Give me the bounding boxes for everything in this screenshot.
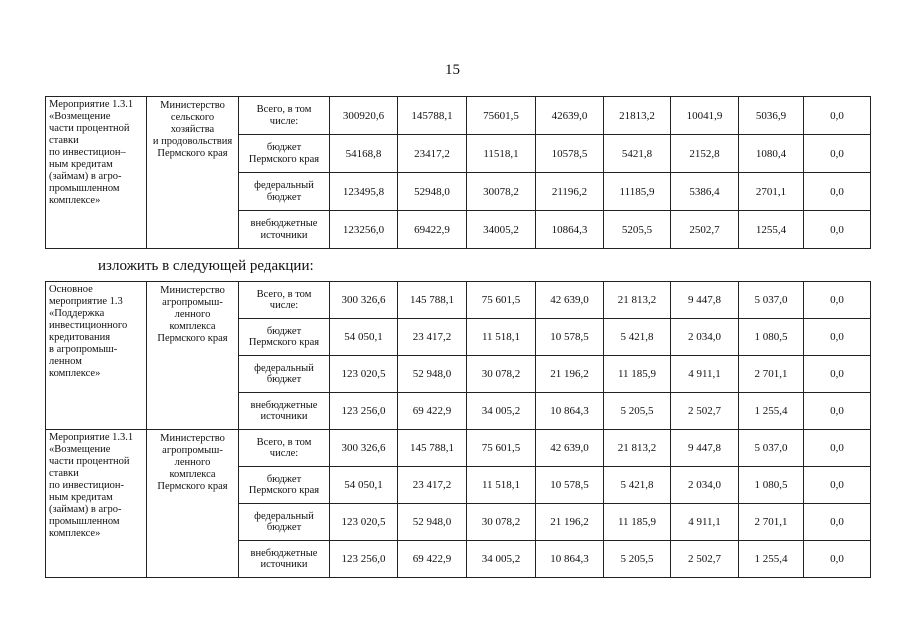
- value-cell: 2 502,7: [671, 393, 739, 430]
- funding-source-cell: внебюджетные источники: [239, 211, 330, 249]
- value-cell: 69 422,9: [398, 393, 467, 430]
- value-cell: 2 034,0: [671, 467, 739, 504]
- value-cell: 11518,1: [467, 135, 536, 173]
- funding-source-cell: Всего, в том числе:: [239, 430, 330, 467]
- value-cell: 145788,1: [398, 97, 467, 135]
- value-cell: 4 911,1: [671, 504, 739, 541]
- table-row: [46, 97, 871, 135]
- value-cell: 5 421,8: [604, 319, 671, 356]
- value-cell: 1 080,5: [739, 319, 804, 356]
- value-cell: 11 518,1: [467, 467, 536, 504]
- value-cell: 34 005,2: [467, 393, 536, 430]
- value-cell: 54 050,1: [330, 467, 398, 504]
- value-cell: 1 255,4: [739, 393, 804, 430]
- value-cell: 2502,7: [671, 211, 739, 249]
- value-cell: 75 601,5: [467, 430, 536, 467]
- value-cell: 0,0: [804, 541, 871, 578]
- value-cell: 1255,4: [739, 211, 804, 249]
- executor-cell: Министерство агропромыш- ленного комплекса Пермского края: [147, 430, 239, 578]
- value-cell: 21 196,2: [536, 504, 604, 541]
- funding-source-cell: Всего, в том числе:: [239, 97, 330, 135]
- value-cell: 5 205,5: [604, 541, 671, 578]
- value-cell: 75 601,5: [467, 282, 536, 319]
- funding-source-cell: бюджет Пермского края: [239, 319, 330, 356]
- value-cell: 11185,9: [604, 173, 671, 211]
- table-row: [46, 430, 871, 467]
- value-cell: 123256,0: [330, 211, 398, 249]
- activity-name-cell: Мероприятие 1.3.1 «Возмещение части процентной ставки по инвестицион– ным кредитам (займам) в агро- промышленном комплексе»: [46, 97, 147, 249]
- value-cell: 2 034,0: [671, 319, 739, 356]
- value-cell: 145 788,1: [398, 282, 467, 319]
- value-cell: 0,0: [804, 135, 871, 173]
- value-cell: 10578,5: [536, 135, 604, 173]
- funding-source-cell: внебюджетные источники: [239, 393, 330, 430]
- value-cell: 300920,6: [330, 97, 398, 135]
- value-cell: 0,0: [804, 319, 871, 356]
- activity-name-cell: Основное мероприятие 1.3 «Поддержка инвестиционного кредитования в агропромыш- ленном комплексе»: [46, 282, 147, 430]
- value-cell: 10 578,5: [536, 319, 604, 356]
- value-cell: 75601,5: [467, 97, 536, 135]
- value-cell: 69 422,9: [398, 541, 467, 578]
- value-cell: 10 864,3: [536, 393, 604, 430]
- value-cell: 0,0: [804, 467, 871, 504]
- value-cell: 1 080,5: [739, 467, 804, 504]
- value-cell: 1 255,4: [739, 541, 804, 578]
- value-cell: 5036,9: [739, 97, 804, 135]
- value-cell: 10 578,5: [536, 467, 604, 504]
- value-cell: 5 421,8: [604, 467, 671, 504]
- funding-source-cell: федеральный бюджет: [239, 173, 330, 211]
- value-cell: 42 639,0: [536, 430, 604, 467]
- value-cell: 54 050,1: [330, 319, 398, 356]
- value-cell: 5421,8: [604, 135, 671, 173]
- value-cell: 123 256,0: [330, 393, 398, 430]
- value-cell: 2 701,1: [739, 356, 804, 393]
- value-cell: 10 864,3: [536, 541, 604, 578]
- value-cell: 11 185,9: [604, 356, 671, 393]
- value-cell: 5 037,0: [739, 282, 804, 319]
- value-cell: 123 256,0: [330, 541, 398, 578]
- value-cell: 1080,4: [739, 135, 804, 173]
- value-cell: 54168,8: [330, 135, 398, 173]
- value-cell: 2 701,1: [739, 504, 804, 541]
- value-cell: 52 948,0: [398, 356, 467, 393]
- funding-source-cell: федеральный бюджет: [239, 504, 330, 541]
- value-cell: 5205,5: [604, 211, 671, 249]
- value-cell: 30078,2: [467, 173, 536, 211]
- value-cell: 10041,9: [671, 97, 739, 135]
- value-cell: 30 078,2: [467, 504, 536, 541]
- value-cell: 34 005,2: [467, 541, 536, 578]
- value-cell: 0,0: [804, 430, 871, 467]
- page-number: 15: [445, 62, 460, 78]
- value-cell: 0,0: [804, 211, 871, 249]
- value-cell: 4 911,1: [671, 356, 739, 393]
- value-cell: 0,0: [804, 173, 871, 211]
- value-cell: 123 020,5: [330, 356, 398, 393]
- funding-source-cell: внебюджетные источники: [239, 541, 330, 578]
- activity-name-cell: Мероприятие 1.3.1 «Возмещение части процентной ставки по инвестицион- ным кредитам (займам) в агро- промышленном комплексе»: [46, 430, 147, 578]
- value-cell: 69422,9: [398, 211, 467, 249]
- value-cell: 5 037,0: [739, 430, 804, 467]
- executor-cell: Министерство сельского хозяйства и продовольствия Пермского края: [147, 97, 239, 249]
- funding-source-cell: Всего, в том числе:: [239, 282, 330, 319]
- value-cell: 123495,8: [330, 173, 398, 211]
- value-cell: 42639,0: [536, 97, 604, 135]
- value-cell: 21813,2: [604, 97, 671, 135]
- funding-source-cell: бюджет Пермского края: [239, 135, 330, 173]
- value-cell: 0,0: [804, 393, 871, 430]
- value-cell: 0,0: [804, 504, 871, 541]
- value-cell: 23 417,2: [398, 319, 467, 356]
- value-cell: 11 185,9: [604, 504, 671, 541]
- value-cell: 0,0: [804, 356, 871, 393]
- value-cell: 21 813,2: [604, 282, 671, 319]
- value-cell: 42 639,0: [536, 282, 604, 319]
- value-cell: 123 020,5: [330, 504, 398, 541]
- value-cell: 23417,2: [398, 135, 467, 173]
- value-cell: 11 518,1: [467, 319, 536, 356]
- value-cell: 10864,3: [536, 211, 604, 249]
- funding-source-cell: федеральный бюджет: [239, 356, 330, 393]
- budget-table-current: [45, 96, 871, 249]
- value-cell: 2701,1: [739, 173, 804, 211]
- funding-source-cell: бюджет Пермского края: [239, 467, 330, 504]
- value-cell: 34005,2: [467, 211, 536, 249]
- value-cell: 21 196,2: [536, 356, 604, 393]
- value-cell: 2 502,7: [671, 541, 739, 578]
- table-row: [46, 282, 871, 319]
- value-cell: 21 813,2: [604, 430, 671, 467]
- value-cell: 9 447,8: [671, 282, 739, 319]
- value-cell: 5 205,5: [604, 393, 671, 430]
- value-cell: 21196,2: [536, 173, 604, 211]
- executor-cell: Министерство агропромыш- ленного комплекса Пермского края: [147, 282, 239, 430]
- value-cell: 52948,0: [398, 173, 467, 211]
- value-cell: 5386,4: [671, 173, 739, 211]
- revision-caption: изложить в следующей редакции:: [98, 258, 314, 274]
- value-cell: 9 447,8: [671, 430, 739, 467]
- value-cell: 30 078,2: [467, 356, 536, 393]
- value-cell: 52 948,0: [398, 504, 467, 541]
- value-cell: 0,0: [804, 282, 871, 319]
- value-cell: 145 788,1: [398, 430, 467, 467]
- budget-table-revised: [45, 281, 871, 578]
- value-cell: 23 417,2: [398, 467, 467, 504]
- value-cell: 2152,8: [671, 135, 739, 173]
- value-cell: 300 326,6: [330, 430, 398, 467]
- value-cell: 0,0: [804, 97, 871, 135]
- value-cell: 300 326,6: [330, 282, 398, 319]
